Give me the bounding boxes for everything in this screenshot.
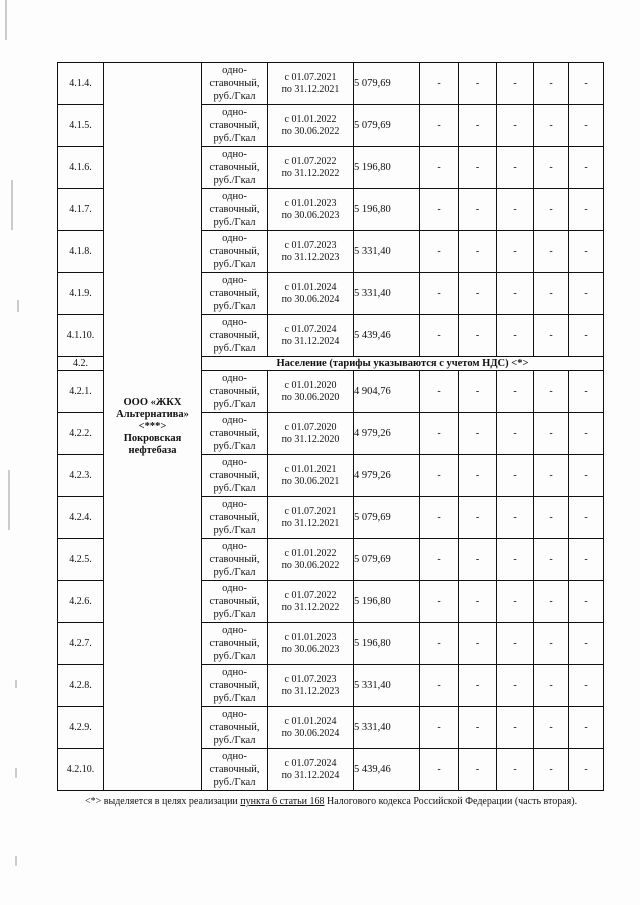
- period-from: с 01.01.2022: [284, 547, 337, 559]
- tariff-kind-line: одно-: [222, 191, 247, 202]
- period-from: с 01.07.2021: [284, 71, 337, 83]
- empty-value-cell: -: [569, 539, 604, 581]
- tariff-kind-line: ставочный,: [209, 428, 260, 439]
- row-number-cell: 4.2.8.: [58, 665, 104, 707]
- tariff-value-cell: 4 979,26: [354, 455, 420, 497]
- empty-value-cell: -: [420, 749, 459, 791]
- empty-value-cell: -: [569, 707, 604, 749]
- tariff-kind-line: одно-: [222, 751, 247, 762]
- empty-value-cell: -: [497, 665, 534, 707]
- empty-value-cell: -: [497, 63, 534, 105]
- tariff-kind-cell: [202, 497, 268, 539]
- empty-value-cell: -: [497, 455, 534, 497]
- row-number-cell: 4.1.10.: [58, 315, 104, 357]
- empty-value-cell: -: [569, 273, 604, 315]
- period-to: по 31.12.2023: [281, 685, 340, 697]
- tariff-kind-cell: [202, 189, 268, 231]
- period-to: по 30.06.2022: [281, 125, 340, 137]
- tariff-kind-line: одно-: [222, 373, 247, 384]
- section-number-cell: 4.2.: [58, 357, 104, 371]
- tariff-kind-line: одно-: [222, 457, 247, 468]
- row-number-cell: 4.1.8.: [58, 231, 104, 273]
- tariff-value-cell: 5 079,69: [354, 63, 420, 105]
- empty-value-cell: -: [497, 707, 534, 749]
- period-to: по 30.06.2021: [281, 475, 340, 487]
- empty-value-cell: -: [497, 539, 534, 581]
- period-to: по 30.06.2023: [281, 643, 340, 655]
- period-to: по 31.12.2022: [281, 601, 340, 613]
- period-cell: [268, 63, 354, 105]
- empty-value-cell: -: [497, 315, 534, 357]
- tariff-kind-line: ставочный,: [209, 78, 260, 89]
- period-from: с 01.01.2021: [284, 463, 337, 475]
- row-number-cell: 4.2.5.: [58, 539, 104, 581]
- empty-value-cell: -: [569, 189, 604, 231]
- tariff-kind-line: ставочный,: [209, 470, 260, 481]
- empty-value-cell: -: [459, 147, 497, 189]
- tariff-kind-line: ставочный,: [209, 246, 260, 257]
- tariff-kind-line: одно-: [222, 709, 247, 720]
- empty-value-cell: -: [569, 63, 604, 105]
- period-from: с 01.01.2020: [284, 379, 337, 391]
- period-to: по 31.12.2023: [281, 251, 340, 263]
- table-row: [58, 63, 604, 105]
- period-to: по 30.06.2024: [281, 293, 340, 305]
- tariff-kind-line: руб./Гкал: [213, 483, 256, 494]
- period-to: по 30.06.2020: [281, 391, 340, 403]
- period-from: с 01.01.2023: [284, 631, 337, 643]
- empty-value-cell: -: [459, 539, 497, 581]
- empty-value-cell: -: [420, 315, 459, 357]
- tariff-kind-cell: [202, 231, 268, 273]
- tariff-kind-line: ставочный,: [209, 554, 260, 565]
- empty-value-cell: -: [459, 231, 497, 273]
- row-number-cell: 4.2.1.: [58, 371, 104, 413]
- organization-name-line: Покровская: [123, 432, 182, 444]
- period-from: с 01.01.2024: [284, 281, 337, 293]
- empty-value-cell: -: [534, 231, 569, 273]
- footnote: [85, 796, 605, 808]
- empty-value-cell: -: [459, 623, 497, 665]
- empty-value-cell: -: [420, 623, 459, 665]
- empty-value-cell: -: [497, 581, 534, 623]
- empty-value-cell: -: [534, 581, 569, 623]
- period-from: с 01.07.2023: [284, 239, 337, 251]
- period-cell: [268, 665, 354, 707]
- tariff-kind-cell: [202, 749, 268, 791]
- row-number-cell: 4.2.4.: [58, 497, 104, 539]
- empty-value-cell: -: [534, 539, 569, 581]
- period-from: с 01.07.2023: [284, 673, 337, 685]
- empty-value-cell: -: [569, 665, 604, 707]
- empty-value-cell: -: [534, 455, 569, 497]
- tariff-kind-line: ставочный,: [209, 120, 260, 131]
- organization-cell: [104, 63, 202, 791]
- empty-value-cell: -: [534, 413, 569, 455]
- empty-value-cell: -: [497, 231, 534, 273]
- row-number-cell: 4.1.4.: [58, 63, 104, 105]
- empty-value-cell: -: [459, 371, 497, 413]
- empty-value-cell: -: [420, 455, 459, 497]
- tariff-kind-line: руб./Гкал: [213, 651, 256, 662]
- tariff-kind-line: одно-: [222, 275, 247, 286]
- empty-value-cell: -: [534, 749, 569, 791]
- tariff-kind-line: руб./Гкал: [213, 567, 256, 578]
- empty-value-cell: -: [497, 497, 534, 539]
- period-from: с 01.01.2022: [284, 113, 337, 125]
- tariff-value-cell: 4 979,26: [354, 413, 420, 455]
- empty-value-cell: -: [534, 273, 569, 315]
- tariff-kind-line: руб./Гкал: [213, 217, 256, 228]
- tariff-kind-line: ставочный,: [209, 512, 260, 523]
- empty-value-cell: -: [569, 455, 604, 497]
- period-from: с 01.07.2020: [284, 421, 337, 433]
- period-to: по 30.06.2023: [281, 209, 340, 221]
- empty-value-cell: -: [497, 189, 534, 231]
- empty-value-cell: -: [420, 581, 459, 623]
- period-cell: [268, 623, 354, 665]
- tariff-value-cell: 5 196,80: [354, 581, 420, 623]
- empty-value-cell: -: [459, 749, 497, 791]
- empty-value-cell: -: [569, 371, 604, 413]
- tariff-kind-line: ставочный,: [209, 386, 260, 397]
- tariff-kind-cell: [202, 539, 268, 581]
- tariff-kind-cell: [202, 63, 268, 105]
- tariff-kind-line: одно-: [222, 149, 247, 160]
- organization-name-line: <***>: [138, 420, 167, 432]
- empty-value-cell: -: [569, 413, 604, 455]
- row-number-cell: 4.2.6.: [58, 581, 104, 623]
- empty-value-cell: -: [497, 371, 534, 413]
- tariff-kind-line: руб./Гкал: [213, 399, 256, 410]
- period-from: с 01.07.2022: [284, 155, 337, 167]
- tariff-value-cell: 5 331,40: [354, 273, 420, 315]
- empty-value-cell: -: [459, 273, 497, 315]
- tariff-value-cell: 5 079,69: [354, 497, 420, 539]
- empty-value-cell: -: [534, 497, 569, 539]
- tariff-kind-line: ставочный,: [209, 638, 260, 649]
- empty-value-cell: -: [420, 63, 459, 105]
- empty-value-cell: -: [459, 497, 497, 539]
- tariff-kind-cell: [202, 623, 268, 665]
- row-number-cell: 4.1.7.: [58, 189, 104, 231]
- period-to: по 31.12.2024: [281, 335, 340, 347]
- empty-value-cell: -: [459, 63, 497, 105]
- period-cell: [268, 581, 354, 623]
- empty-value-cell: -: [534, 315, 569, 357]
- tariff-value-cell: 5 196,80: [354, 147, 420, 189]
- tariff-table: [57, 62, 604, 791]
- period-cell: [268, 455, 354, 497]
- empty-value-cell: -: [497, 749, 534, 791]
- empty-value-cell: -: [569, 497, 604, 539]
- tariff-value-cell: 5 079,69: [354, 539, 420, 581]
- period-to: по 30.06.2022: [281, 559, 340, 571]
- tariff-kind-cell: [202, 147, 268, 189]
- empty-value-cell: -: [534, 707, 569, 749]
- period-cell: [268, 147, 354, 189]
- empty-value-cell: -: [420, 273, 459, 315]
- footnote-text-start: <*> выделяется в целях реализации: [85, 796, 241, 807]
- empty-value-cell: -: [534, 371, 569, 413]
- tariff-kind-line: одно-: [222, 541, 247, 552]
- section-title-cell: Население (тарифы указываются с учетом НДС) <*>: [202, 357, 604, 371]
- period-from: с 01.07.2021: [284, 505, 337, 517]
- tariff-kind-cell: [202, 315, 268, 357]
- footnote-law-link[interactable]: пункта 6 статьи 168: [240, 796, 325, 807]
- tariff-value-cell: 5 439,46: [354, 315, 420, 357]
- period-cell: [268, 189, 354, 231]
- empty-value-cell: -: [420, 707, 459, 749]
- tariff-kind-line: одно-: [222, 65, 247, 76]
- row-number-cell: 4.1.5.: [58, 105, 104, 147]
- tariff-kind-cell: [202, 371, 268, 413]
- row-number-cell: 4.2.7.: [58, 623, 104, 665]
- empty-value-cell: -: [420, 371, 459, 413]
- empty-value-cell: -: [420, 539, 459, 581]
- period-cell: [268, 497, 354, 539]
- footnote-text-end: Налогового кодекса Российской Федерации (часть вторая).: [324, 796, 578, 807]
- tariff-kind-cell: [202, 273, 268, 315]
- period-from: с 01.07.2024: [284, 323, 337, 335]
- empty-value-cell: -: [459, 189, 497, 231]
- tariff-kind-cell: [202, 665, 268, 707]
- empty-value-cell: -: [569, 749, 604, 791]
- empty-value-cell: -: [459, 707, 497, 749]
- empty-value-cell: -: [534, 105, 569, 147]
- tariff-value-cell: 5 331,40: [354, 707, 420, 749]
- row-number-cell: 4.2.10.: [58, 749, 104, 791]
- tariff-kind-line: ставочный,: [209, 162, 260, 173]
- period-to: по 31.12.2020: [281, 433, 340, 445]
- period-cell: [268, 273, 354, 315]
- tariff-kind-cell: [202, 455, 268, 497]
- empty-value-cell: -: [534, 623, 569, 665]
- tariff-kind-line: руб./Гкал: [213, 693, 256, 704]
- tariff-kind-cell: [202, 105, 268, 147]
- empty-value-cell: -: [534, 665, 569, 707]
- tariff-kind-line: руб./Гкал: [213, 91, 256, 102]
- tariff-kind-line: руб./Гкал: [213, 777, 256, 788]
- empty-value-cell: -: [497, 413, 534, 455]
- organization-name-line: ООО «ЖКХ: [123, 396, 182, 408]
- period-cell: [268, 707, 354, 749]
- tariff-kind-line: руб./Гкал: [213, 133, 256, 144]
- period-from: с 01.01.2024: [284, 715, 337, 727]
- tariff-kind-cell: [202, 581, 268, 623]
- period-cell: [268, 105, 354, 147]
- tariff-kind-line: одно-: [222, 415, 247, 426]
- empty-value-cell: -: [534, 147, 569, 189]
- organization-name-line: нефтебаза: [128, 444, 177, 456]
- tariff-kind-line: руб./Гкал: [213, 735, 256, 746]
- empty-value-cell: -: [497, 105, 534, 147]
- tariff-kind-line: ставочный,: [209, 680, 260, 691]
- tariff-kind-line: руб./Гкал: [213, 609, 256, 620]
- empty-value-cell: -: [569, 231, 604, 273]
- empty-value-cell: -: [534, 189, 569, 231]
- tariff-kind-line: одно-: [222, 499, 247, 510]
- period-cell: [268, 749, 354, 791]
- tariff-value-cell: 5 079,69: [354, 105, 420, 147]
- row-number-cell: 4.1.6.: [58, 147, 104, 189]
- tariff-value-cell: 5 439,46: [354, 749, 420, 791]
- tariff-kind-line: руб./Гкал: [213, 343, 256, 354]
- empty-value-cell: -: [459, 315, 497, 357]
- period-to: по 31.12.2021: [281, 83, 340, 95]
- scan-edge-marks: [0, 0, 50, 905]
- tariff-kind-line: руб./Гкал: [213, 525, 256, 536]
- period-cell: [268, 413, 354, 455]
- period-cell: [268, 539, 354, 581]
- tariff-kind-cell: [202, 413, 268, 455]
- tariff-value-cell: 5 331,40: [354, 665, 420, 707]
- tariff-kind-line: одно-: [222, 233, 247, 244]
- empty-value-cell: -: [459, 413, 497, 455]
- period-to: по 31.12.2024: [281, 769, 340, 781]
- tariff-kind-cell: [202, 707, 268, 749]
- period-to: по 30.06.2024: [281, 727, 340, 739]
- row-number-cell: 4.2.2.: [58, 413, 104, 455]
- empty-value-cell: -: [534, 63, 569, 105]
- tariff-kind-line: одно-: [222, 667, 247, 678]
- tariff-kind-line: руб./Гкал: [213, 301, 256, 312]
- row-number-cell: 4.2.9.: [58, 707, 104, 749]
- tariff-value-cell: 4 904,76: [354, 371, 420, 413]
- empty-value-cell: -: [569, 147, 604, 189]
- period-from: с 01.07.2024: [284, 757, 337, 769]
- row-number-cell: 4.2.3.: [58, 455, 104, 497]
- tariff-kind-line: руб./Гкал: [213, 175, 256, 186]
- tariff-kind-line: руб./Гкал: [213, 441, 256, 452]
- empty-value-cell: -: [420, 665, 459, 707]
- row-number-cell: 4.1.9.: [58, 273, 104, 315]
- period-to: по 31.12.2022: [281, 167, 340, 179]
- tariff-kind-line: ставочный,: [209, 764, 260, 775]
- empty-value-cell: -: [420, 497, 459, 539]
- empty-value-cell: -: [459, 105, 497, 147]
- tariff-kind-line: ставочный,: [209, 722, 260, 733]
- empty-value-cell: -: [569, 315, 604, 357]
- empty-value-cell: -: [569, 581, 604, 623]
- empty-value-cell: -: [569, 105, 604, 147]
- empty-value-cell: -: [459, 455, 497, 497]
- tariff-kind-line: одно-: [222, 625, 247, 636]
- period-cell: [268, 371, 354, 413]
- empty-value-cell: -: [420, 105, 459, 147]
- tariff-kind-line: одно-: [222, 107, 247, 118]
- organization-name-line: Альтернатива»: [116, 408, 189, 420]
- period-cell: [268, 315, 354, 357]
- tariff-kind-line: одно-: [222, 317, 247, 328]
- empty-value-cell: -: [569, 623, 604, 665]
- empty-value-cell: -: [420, 231, 459, 273]
- tariff-kind-line: ставочный,: [209, 596, 260, 607]
- tariff-kind-line: ставочный,: [209, 204, 260, 215]
- tariff-value-cell: 5 196,80: [354, 189, 420, 231]
- empty-value-cell: -: [420, 413, 459, 455]
- tariff-kind-line: ставочный,: [209, 288, 260, 299]
- period-from: с 01.07.2022: [284, 589, 337, 601]
- tariff-value-cell: 5 331,40: [354, 231, 420, 273]
- empty-value-cell: -: [497, 147, 534, 189]
- tariff-value-cell: 5 196,80: [354, 623, 420, 665]
- tariff-kind-line: руб./Гкал: [213, 259, 256, 270]
- empty-value-cell: -: [420, 189, 459, 231]
- period-to: по 31.12.2021: [281, 517, 340, 529]
- empty-value-cell: -: [420, 147, 459, 189]
- tariff-kind-line: одно-: [222, 583, 247, 594]
- empty-value-cell: -: [459, 581, 497, 623]
- period-from: с 01.01.2023: [284, 197, 337, 209]
- empty-value-cell: -: [497, 273, 534, 315]
- empty-value-cell: -: [497, 623, 534, 665]
- tariff-kind-line: ставочный,: [209, 330, 260, 341]
- empty-value-cell: -: [459, 665, 497, 707]
- period-cell: [268, 231, 354, 273]
